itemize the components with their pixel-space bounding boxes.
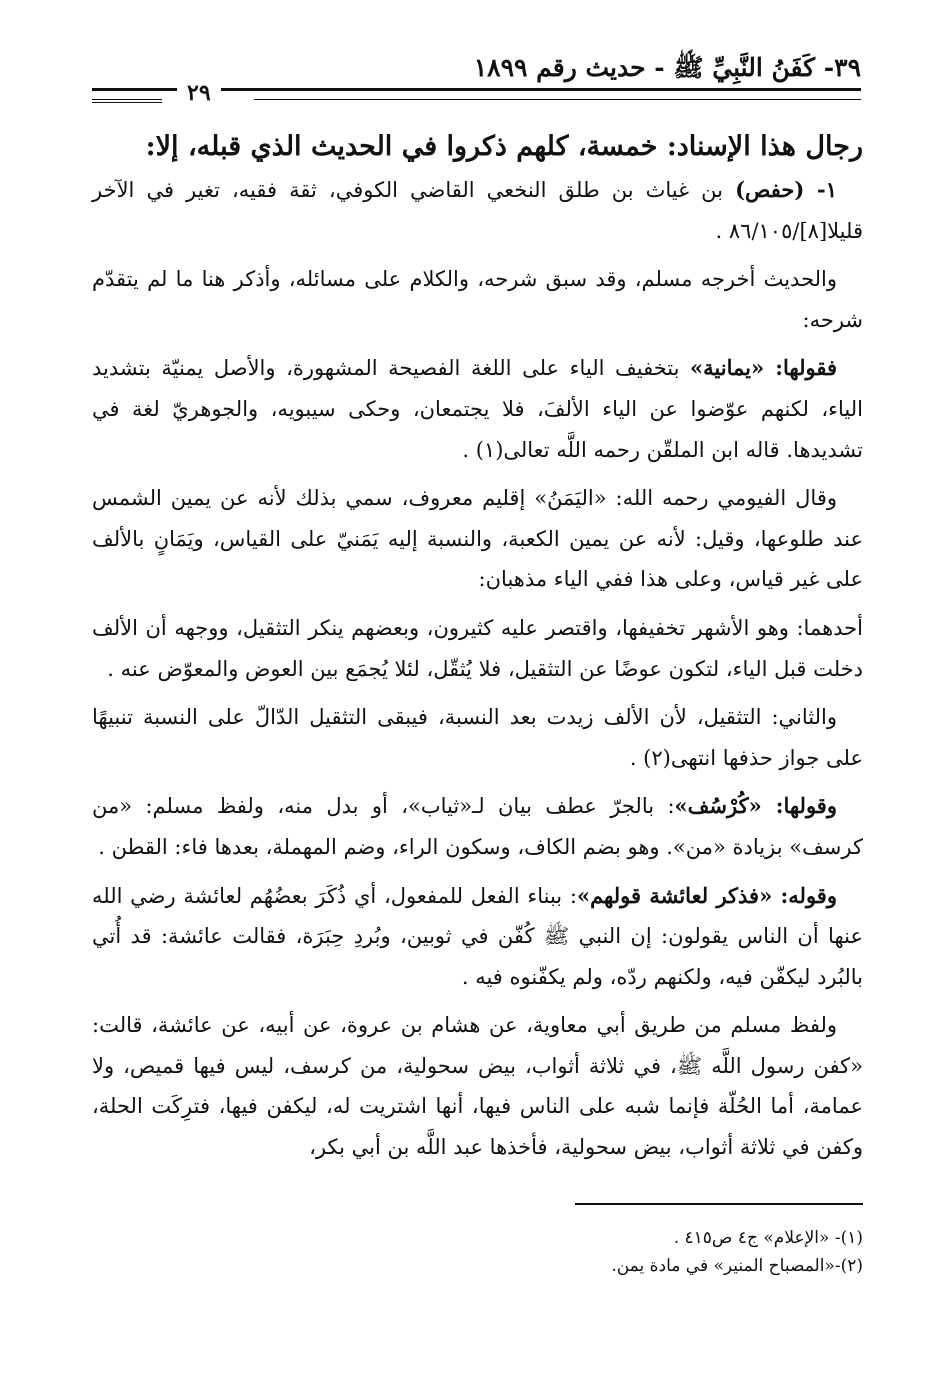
header-rule-double [92, 99, 162, 107]
paragraph-text: بتخفيف الياء على اللغة الفصيحة المشهورة، والأصل يمنيّة بتشديد الياء، لكنهم عوّضوا عن الياء الألفَ، فلا يجتمعان، وحكى سيبويه، والجوهريّ لغة في تشديدها. قاله ابن الملقّن رحمه اللَّه تعالى(١) . [92, 356, 863, 462]
paragraph [92, 478, 863, 600]
header-rule-bottom [254, 99, 861, 100]
footnotes [300, 1224, 863, 1280]
paragraph-lead: ١- (حفص) [735, 177, 837, 202]
footnote: (٢)-«المصباح المنير» في مادة يمن. [611, 1256, 863, 1276]
paragraph-text: : ببناء الفعل للمفعول، أي ذُكَرَ بعضُهُم لعائشة رضي الله عنها أن الناس يقولون: إن النبي ﷺ كُفّن في ثوبين، وبُردِ حِبَرَة، فقالت عائشة: قد أُتي بالبُرد ليكفّن فيه، ولكنهم ردّه، ولم يكفّنوه فيه . [92, 883, 863, 989]
paragraph [92, 608, 863, 689]
paragraph-text: ولفظ مسلم من طريق أبي معاوية، عن هشام بن عروة، عن أبيه، عن عائشة، قالت: «كفن رسول اللَّه ﷺ، في ثلاثة أثواب، بيض سحولية، من كرسف، ليس فيها قميص، ولا عمامة، أما الحُلّة فإنما شبه على الناس فيها، أنها اشتريت له، ليكفن فيها، فترِكَت الحلة، وكفن في ثلاثة أثواب، بيض سحولية، فأخذها عبد اللَّه بن أبي بكر، [92, 1013, 863, 1160]
main-text [92, 124, 863, 1176]
paragraph-lead: وقوله: «فذكر لعائشة قولهم» [576, 882, 837, 908]
paragraph [92, 170, 863, 251]
paragraph-text: والثاني: التثقيل، لأن الألف زيدت بعد النسبة، فيبقى التثقيل الدّالّ على النسبة تنبيهًا على جواز حذفها انتهى(٢) . [92, 705, 863, 770]
paragraph-text: وقال الفيومي رحمه الله: «اليَمَنُ» إقليم معروف، سمي بذلك لأنه عن يمين الشمس عند طلوعها، وقيل: لأنه عن يمين الكعبة، والنسبة إليه يَمَنيّ على القياس، ويَمَانٍ بالألف على غير قياس، وعلى هذا ففي الياء مذهبان: [92, 486, 863, 592]
paragraph [92, 1005, 863, 1167]
paragraph [92, 876, 863, 998]
paragraph [92, 259, 863, 340]
page-header [92, 52, 861, 112]
footnote-divider [575, 1203, 863, 1205]
paragraph-text: بن غياث بن طلق النخعي القاضي الكوفي، ثقة فقيه، تغير في الآخر قليلا[٨]/٨٦/١٠٥ . [92, 178, 863, 243]
footnote: (١)- «الإعلام» ج٤ ص٤١٥ . [673, 1228, 863, 1248]
paragraph [92, 697, 863, 778]
paragraph [92, 348, 863, 470]
paragraph-text: : بالجرّ عطف بيان لـ«ثياب»، أو بدل منه، ولفظ مسلم: «من كرسف» بزيادة «من». وهو بضم الكاف، وسكون الراء، وضم المهملة، بعدها فاء: القطن . [92, 794, 863, 859]
running-head: ٣٩- كَفَنُ النَّبِيِّ ﷺ - حديث رقم ١٨٩٩ [473, 53, 861, 82]
page-number: ٢٩ [177, 80, 221, 106]
paragraph-lead: وقولها: «كُرْسُف» [674, 793, 837, 819]
section-heading: رجال هذا الإسناد: خمسة، كلهم ذكروا في الحديث الذي قبله، إلا: [145, 131, 863, 162]
paragraph-text: أحدهما: وهو الأشهر تخفيفها، واقتصر عليه كثيرون، وبعضهم ينكر التثقيل، ووجهه أن الألف دخلت قبل الياء، لتكون عوضًا عن التثقيل، فلا يُثقّل، لئلا يُجمَع بين العوض والمعوّض عنه . [92, 615, 863, 681]
paragraph-text: والحديث أخرجه مسلم، وقد سبق شرحه، والكلام على مسائله، وأذكر هنا ما لم يتقدّم شرحه: [92, 267, 863, 332]
paragraph-lead: فقولها: «يمانية» [690, 355, 838, 381]
paragraph [92, 786, 863, 867]
